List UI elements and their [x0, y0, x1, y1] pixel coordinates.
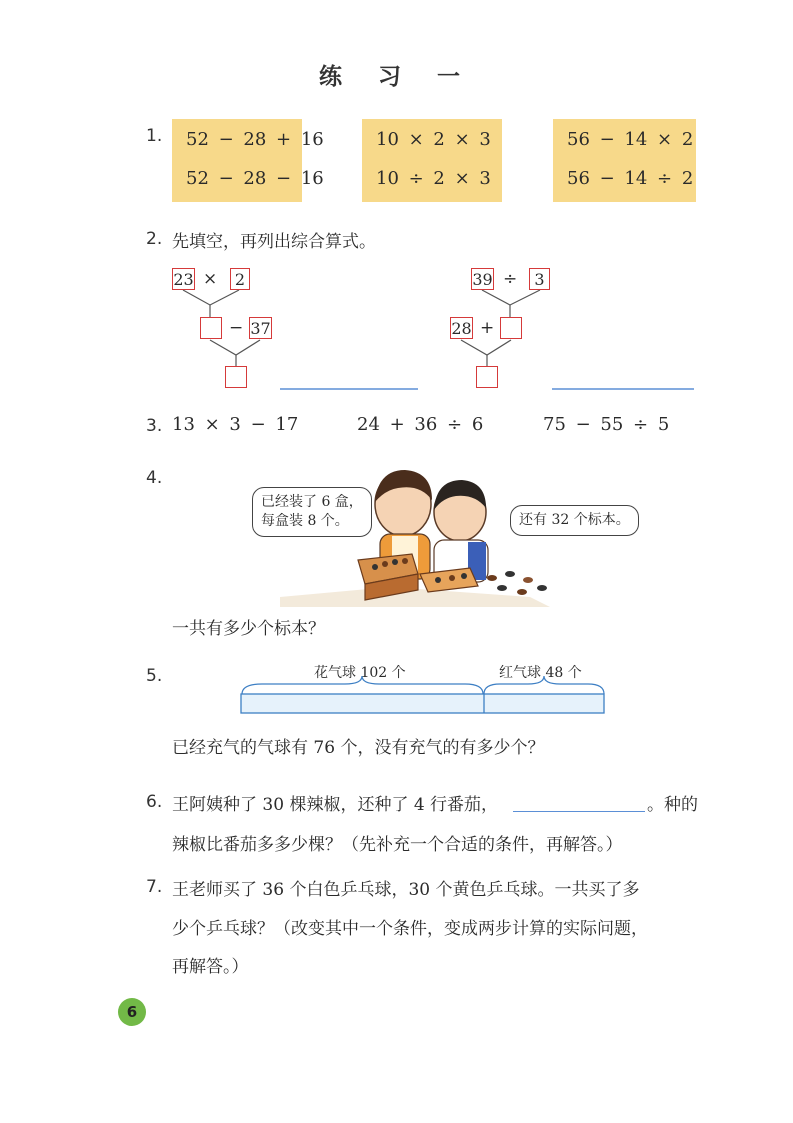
q6-line-1b: 。种的 [647, 795, 698, 815]
q5-label-flower-balloons: 花气球 102 个 [314, 665, 406, 681]
q2-number: 2. [146, 229, 163, 249]
q5-bar [241, 694, 604, 713]
q2-left-op2: − [229, 318, 244, 338]
page-number-badge: 6 [118, 998, 146, 1026]
q2-left-op1: × [203, 269, 218, 289]
q5-question: 已经充气的气球有 76 个，没有充气的有多少个？ [172, 738, 545, 758]
q2-right-cell-c: 28 [451, 319, 472, 338]
q4-bubble-left-line-2: 每盒装 8 个。 [261, 513, 349, 529]
q7-line-1: 王老师买了 36 个白色乒乓球，30 个黄色乒乓球。一共买了多 [172, 880, 640, 900]
q6-line-1a: 王阿姨种了 30 棵辣椒，还种了 4 行番茄， [172, 795, 499, 815]
q1-box-3-line-2: 56 − 14 ÷ 2 [567, 168, 694, 189]
q2-right-op2: + [480, 318, 495, 338]
q2-left-cell-c: 37 [250, 319, 271, 338]
q4-bubble-left-line-1: 已经装了 6 盒， [261, 494, 363, 510]
page-title: 练 习 一 [318, 63, 474, 90]
q2-right-cell-b: 3 [529, 268, 550, 290]
q6-line-2: 辣椒比番茄多多少棵？（先补充一个合适的条件，再解答。） [172, 835, 623, 855]
q6-number: 6. [146, 792, 163, 812]
q1-box-1-line-1: 52 − 28 + 16 [186, 129, 324, 150]
q4-speech-bubble-right: 还有 32 个标本。 [510, 505, 639, 536]
q5-label-red-balloons: 红气球 48 个 [499, 665, 582, 681]
q2-left-cell-a: 23 [173, 270, 194, 289]
q4-number: 4. [146, 468, 163, 488]
q2-left-cell-b: 2 [230, 268, 250, 290]
q3-number: 3. [146, 416, 163, 436]
q3-item-2: 24 + 36 ÷ 6 [357, 414, 484, 435]
q1-box-3-line-1: 56 − 14 × 2 [567, 129, 694, 150]
q7-line-3: 再解答。） [172, 957, 249, 977]
q3-item-3: 75 − 55 ÷ 5 [543, 414, 670, 435]
q4-question: 一共有多少个标本？ [172, 619, 325, 639]
q1-box-1-line-2: 52 − 28 − 16 [186, 168, 324, 189]
q2-right-op1: ÷ [503, 269, 518, 289]
q6-answer-blank[interactable] [513, 811, 645, 812]
q2-text: 先填空，再列出综合算式。 [172, 232, 376, 252]
q7-number: 7. [146, 877, 163, 897]
q2-right-cell-a: 39 [472, 270, 493, 289]
q7-line-2: 少个乒乓球？（改变其中一个条件，变成两步计算的实际问题， [172, 919, 648, 939]
q5-number: 5. [146, 666, 163, 686]
q1-box-2-line-2: 10 ÷ 2 × 3 [376, 168, 491, 189]
q3-item-1: 13 × 3 − 17 [172, 414, 299, 435]
q1-box-2-line-1: 10 × 2 × 3 [376, 129, 491, 150]
q1-number: 1. [146, 126, 163, 146]
